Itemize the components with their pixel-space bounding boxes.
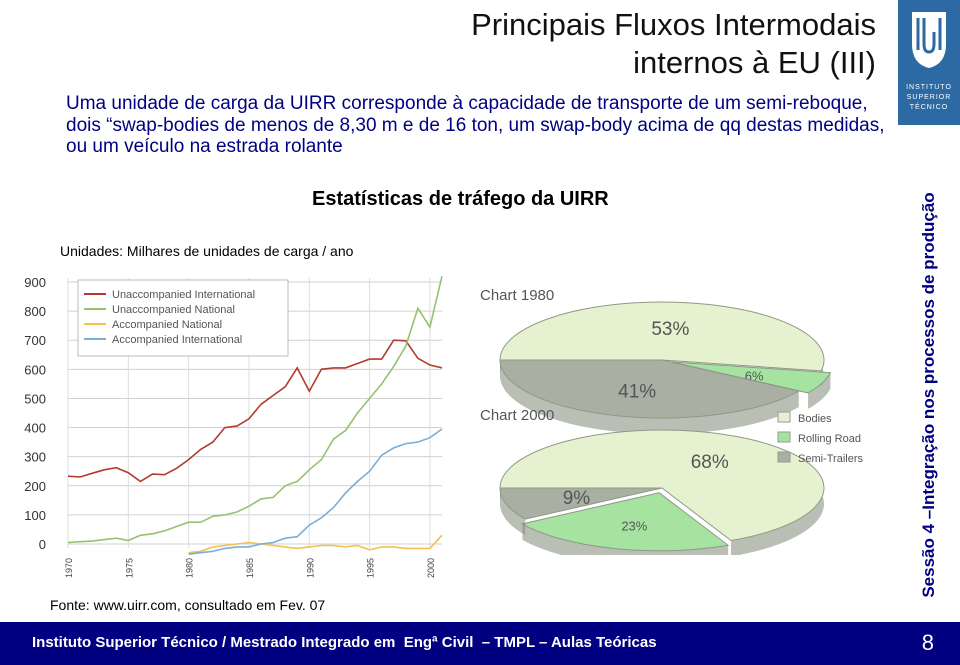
logo-line-2: SUPERIOR — [906, 94, 952, 101]
legend-label: Accompanied International — [112, 334, 243, 346]
y-tick-label: 700 — [24, 333, 46, 349]
title-line-2: internos à EU (III) — [633, 45, 876, 80]
legend-swatch — [778, 412, 790, 422]
source-note: Fonte: www.uirr.com, consultado em Fev. 07 — [50, 597, 326, 613]
y-tick-label: 900 — [24, 275, 46, 290]
legend-swatch — [778, 432, 790, 442]
x-tick-label: 1990 — [305, 557, 316, 578]
x-tick-label: 1985 — [244, 557, 255, 578]
x-tick-label: 1980 — [184, 557, 195, 578]
pie-slice-label: 9% — [562, 487, 591, 509]
units-label: Unidades: Milhares de unidades de carga / ano — [60, 243, 354, 259]
y-tick-label: 400 — [24, 420, 46, 436]
pie-charts — [462, 270, 882, 555]
shield-icon — [910, 10, 948, 70]
x-tick-label: 1975 — [124, 557, 135, 578]
x-tick-label: 2000 — [425, 557, 436, 578]
pie-title: Chart 1980 — [480, 287, 555, 304]
footer-bar — [0, 622, 960, 665]
y-tick-label: 200 — [24, 478, 46, 494]
legend-label: Rolling Road — [798, 433, 861, 445]
legend-swatch — [778, 452, 790, 462]
footer-text: Instituto Superior Técnico / Mestrado Integrado em Engª Civil – TMPL – Aulas Teóricas — [32, 634, 657, 651]
stats-title: Estatísticas de tráfego da UIRR — [312, 188, 609, 210]
pie-charts-svg — [462, 270, 882, 555]
line-chart-svg — [18, 268, 450, 586]
y-tick-label: 500 — [24, 391, 46, 407]
logo-line-1: INSTITUTO — [906, 84, 952, 91]
y-tick-label: 800 — [24, 304, 46, 320]
legend-label: Unaccompanied National — [112, 304, 235, 316]
y-tick-label: 0 — [38, 537, 46, 552]
legend-label: Unaccompanied International — [112, 289, 256, 301]
pie-slice-label: 53% — [651, 319, 690, 341]
intro-paragraph: Uma unidade de carga da UIRR corresponde à capacidade de transporte de um semi-reboque, dois “swap-bodies de menos de 8,30 m e de 16 ton, um swap-body acima de qq destas medidas, ou um veículo na estrada rolante — [66, 93, 885, 157]
legend-label: Semi-Trailers — [798, 453, 863, 465]
legend-label: Accompanied National — [112, 319, 223, 331]
pie-slice-label: 6% — [744, 368, 764, 384]
y-tick-label: 600 — [24, 362, 46, 378]
session-vertical-label: Sessão 4 –Integração nos processos de produção — [919, 192, 938, 598]
y-tick-label: 300 — [24, 449, 46, 465]
page-number: 8 — [921, 630, 934, 655]
ist-logo — [898, 0, 960, 125]
pie-slice-label: 68% — [690, 452, 729, 474]
pie-slice-label: 41% — [618, 381, 657, 403]
title-line-1: Principais Fluxos Intermodais — [471, 7, 876, 42]
logo-line-3: TÉCNICO — [909, 104, 949, 111]
y-tick-label: 100 — [24, 507, 46, 523]
legend-label: Bodies — [798, 413, 832, 425]
x-tick-label: 1970 — [64, 557, 74, 578]
x-tick-label: 1995 — [365, 557, 376, 578]
pie-title: Chart 2000 — [480, 407, 555, 424]
slide-title — [356, 6, 876, 82]
line-chart — [18, 268, 450, 586]
pie-slice-label: 23% — [621, 518, 648, 534]
